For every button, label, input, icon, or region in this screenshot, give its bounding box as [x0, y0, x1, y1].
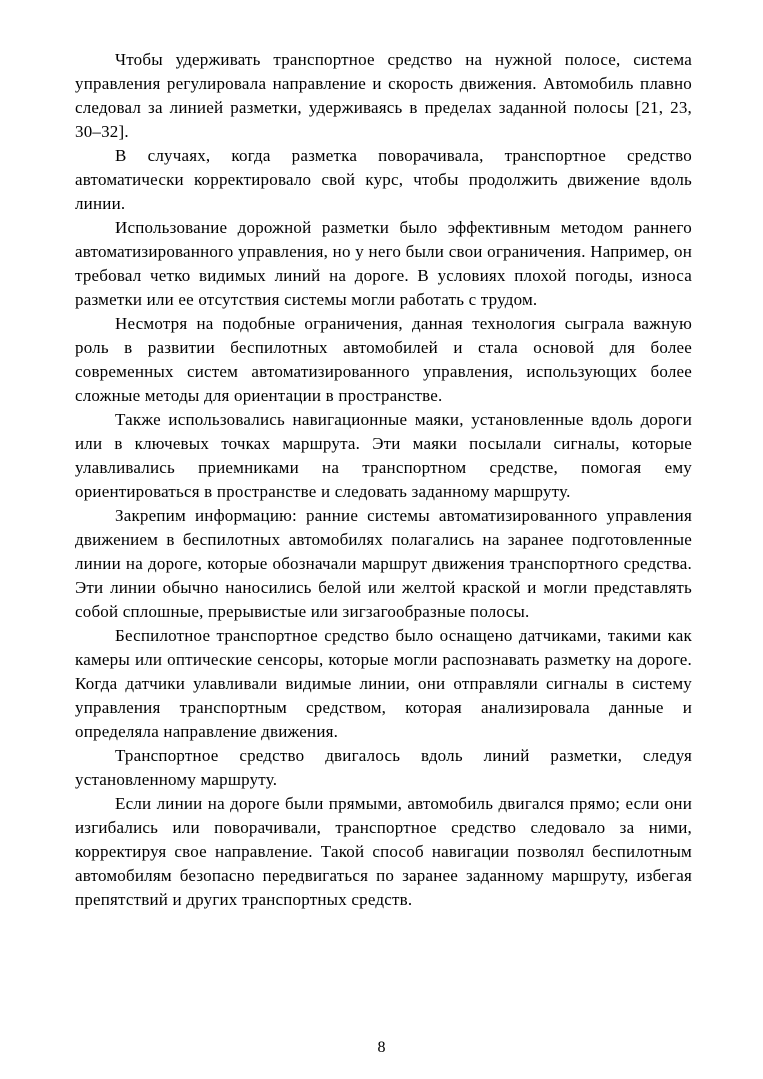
- paragraph: Несмотря на подобные ограничения, данная технология сыграла важную роль в развитии беспилотных автомобилей и стала основой для более современных систем автоматизированного управления, использующих более сложные методы для ориентации в пространстве.: [75, 314, 692, 405]
- paragraph: Закрепим информацию: ранние системы автоматизированного управления движением в беспилотных автомобилях полагались на заранее подготовленные линии на дороге, которые обозначали маршрут движения транспортного средства. Эти линии обычно наносились белой или желтой краской и могли представлять собой сплошные, прерывистые или зигзагообразные полосы.: [75, 506, 692, 621]
- paragraph: Если линии на дороге были прямыми, автомобиль двигался прямо; если они изгибались или поворачивали, транспортное средство следовало за ними, корректируя свое направление. Такой способ навигации позволял беспилотным автомобилям безопасно передвигаться по заранее заданному маршруту, избегая препятствий и других транспортных средств.: [75, 794, 692, 909]
- page-number: 8: [377, 1039, 386, 1056]
- paragraph: Использование дорожной разметки было эффективным методом раннего автоматизированного управления, но у него были свои ограничения. Например, он требовал четко видимых линий на дороге. В условиях плохой погоды, износа разметки или ее отсутствия системы могли работать с трудом.: [75, 218, 692, 309]
- paragraph: Беспилотное транспортное средство было оснащено датчиками, такими как камеры или оптические сенсоры, которые могли распознавать разметку на дороге. Когда датчики улавливали видимые линии, они отправляли сигналы в систему управления транспортным средством, которая анализировала данные и определяла направление движения.: [75, 626, 692, 741]
- paragraph: Также использовались навигационные маяки, установленные вдоль дороги или в ключевых точках маршрута. Эти маяки посылали сигналы, которые улавливались приемниками на транспортном средстве, помогая ему ориентироваться в пространстве и следовать заданному маршруту.: [75, 410, 692, 501]
- text-content: [75, 48, 692, 912]
- paragraph: Транспортное средство двигалось вдоль линий разметки, следуя установленному маршруту.: [75, 746, 692, 789]
- paragraph: Чтобы удерживать транспортное средство на нужной полосе, система управления регулировала направление и скорость движения. Автомобиль плавно следовал за линией разметки, удерживаясь в пределах заданной полосы [21, 23, 30–32].: [75, 50, 692, 141]
- paragraph: В случаях, когда разметка поворачивала, транспортное средство автоматически корректировало свой курс, чтобы продолжить движение вдоль линии.: [75, 146, 692, 213]
